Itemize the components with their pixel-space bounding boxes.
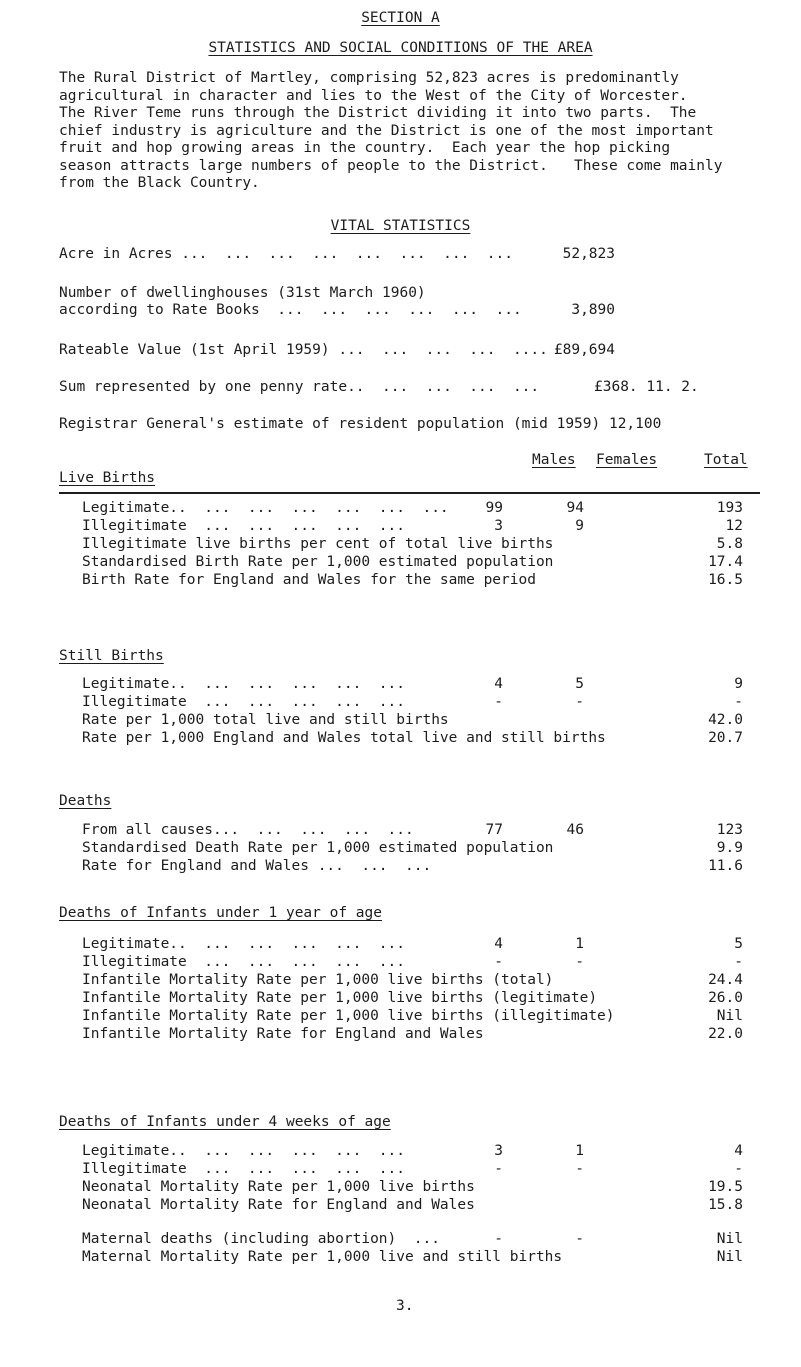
total-value: 22.0 [708,1026,743,1042]
penny-rate-value: £368. 11. 2. [594,379,699,395]
males-value: 3 [494,518,503,534]
total-value: 123 [716,822,743,838]
row-label: Rate per 1,000 total live and still births [82,712,449,728]
total-value: Nil [716,1249,743,1265]
total-value: 19.5 [708,1179,743,1195]
section-title: SECTION A [361,10,440,26]
row-label: Neonatal Mortality Rate per 1,000 live births [82,1179,475,1195]
row-label: Infantile Mortality Rate per 1,000 live births (total) [82,972,554,988]
row-label: Illegitimate live births per cent of total live births [82,536,554,552]
row-label: Legitimate.. ... ... ... ... ... [82,676,406,692]
females-value: - [575,1161,584,1177]
document-subtitle: STATISTICS AND SOCIAL CONDITIONS OF THE AREA [208,40,593,56]
intro-paragraph [59,70,759,193]
females-value: 94 [566,500,584,516]
males-value: 99 [485,500,503,516]
row-label: Legitimate.. ... ... ... ... ... [82,1143,406,1159]
row-label: Rate for England and Wales ... ... ... [82,858,432,874]
total-value: 5.8 [716,536,743,552]
total-value: 17.4 [708,554,743,570]
row-label: Illegitimate ... ... ... ... ... [82,954,406,970]
intro-line: The River Teme runs through the District dividing it into two parts. The [59,105,697,121]
row-label: Maternal deaths (including abortion) ... [82,1231,440,1247]
intro-line: chief industry is agriculture and the District is one of the most important [59,122,714,139]
females-value: 9 [575,518,584,534]
total-value: 42.0 [708,712,743,728]
deaths-heading: Deaths [59,793,112,809]
row-label: Legitimate.. ... ... ... ... ... [82,936,406,952]
total-value: 193 [716,500,743,516]
total-value: 15.8 [708,1197,743,1213]
dwellinghouses-label-2: according to Rate Books ... ... ... ... ... ... [59,302,522,318]
row-label: Infantile Mortality Rate per 1,000 live births (legitimate) [82,990,598,1006]
females-value: - [575,1231,584,1247]
total-value: Nil [716,1008,743,1024]
males-value: 4 [494,676,503,692]
total-value: 5 [734,936,743,952]
dwellinghouses-label: Number of dwellinghouses (31st March 1960) [59,285,426,301]
still-births-heading: Still Births [59,648,164,664]
row-label: Infantile Mortality Rate for England and Wales [82,1026,484,1042]
males-value: 77 [485,822,503,838]
intro-line: season attracts large numbers of people to the District. These come mainly [59,157,723,174]
total-value: 9.9 [716,840,743,856]
total-value: - [734,694,743,710]
header-rule [59,492,760,494]
row-label: Illegitimate ... ... ... ... ... [82,518,406,534]
males-value: 3 [494,1143,503,1159]
males-value: - [494,1161,503,1177]
row-label: Illegitimate ... ... ... ... ... [82,694,406,710]
row-label: Standardised Birth Rate per 1,000 estimated population [82,554,554,570]
females-column-header: Females [596,452,658,468]
males-value: - [494,1231,503,1247]
row-label: Maternal Mortality Rate per 1,000 live and still births [82,1249,563,1265]
intro-line: The Rural District of Martley, comprising 52,823 acres is predominantly [59,70,679,86]
females-value: 46 [566,822,584,838]
females-value: - [575,694,584,710]
row-label: Standardised Death Rate per 1,000 estimated population [82,840,554,856]
dwellinghouses-value: 3,890 [571,302,615,318]
rateable-value: £89,694 [553,342,615,358]
acre-value: 52,823 [562,246,615,262]
registrar-estimate: Registrar General's estimate of resident population (mid 1959) 12,100 [59,416,662,432]
row-label: Legitimate.. ... ... ... ... ... ... [82,500,449,516]
row-label: Neonatal Mortality Rate for England and Wales [82,1197,475,1213]
total-value: - [734,954,743,970]
total-value: 4 [734,1143,743,1159]
males-value: 4 [494,936,503,952]
row-label: Illegitimate ... ... ... ... ... [82,1161,406,1177]
males-column-header: Males [532,452,576,468]
neonatal-deaths-heading: Deaths of Infants under 4 weeks of age [59,1114,391,1130]
intro-line: from the Black Country. [59,175,260,191]
infant-deaths-heading: Deaths of Infants under 1 year of age [59,905,383,921]
intro-line: agricultural in character and lies to the West of the City of Worcester. [59,87,688,104]
total-value: Nil [716,1231,743,1247]
females-value: - [575,954,584,970]
females-value: 5 [575,676,584,692]
total-value: 20.7 [708,730,743,746]
live-births-heading: Live Births [59,470,156,486]
total-column-header: Total [704,452,748,468]
females-value: 1 [575,1143,584,1159]
males-value: - [494,954,503,970]
page-number: 3. [396,1298,414,1314]
vital-statistics-heading: VITAL STATISTICS [330,218,471,234]
total-value: - [734,1161,743,1177]
total-value: 16.5 [708,572,743,588]
females-value: 1 [575,936,584,952]
row-label: Rate per 1,000 England and Wales total live and still births [82,730,606,746]
total-value: 26.0 [708,990,743,1006]
intro-line: fruit and hop growing areas in the country. Each year the hop picking [59,140,671,156]
total-value: 11.6 [708,858,743,874]
males-value: - [494,694,503,710]
rateable-value-label: Rateable Value (1st April 1959) ... ... ... ... .... [59,342,548,358]
row-label: From all causes... ... ... ... ... [82,822,414,838]
row-label: Birth Rate for England and Wales for the same period [82,572,536,588]
total-value: 12 [725,518,743,534]
penny-rate-label: Sum represented by one penny rate.. ... ... ... ... [59,379,540,395]
total-value: 9 [734,676,743,692]
acre-label: Acre in Acres ... ... ... ... ... ... ... ... [59,246,513,262]
row-label: Infantile Mortality Rate per 1,000 live births (illegitimate) [82,1008,615,1024]
total-value: 24.4 [708,972,743,988]
